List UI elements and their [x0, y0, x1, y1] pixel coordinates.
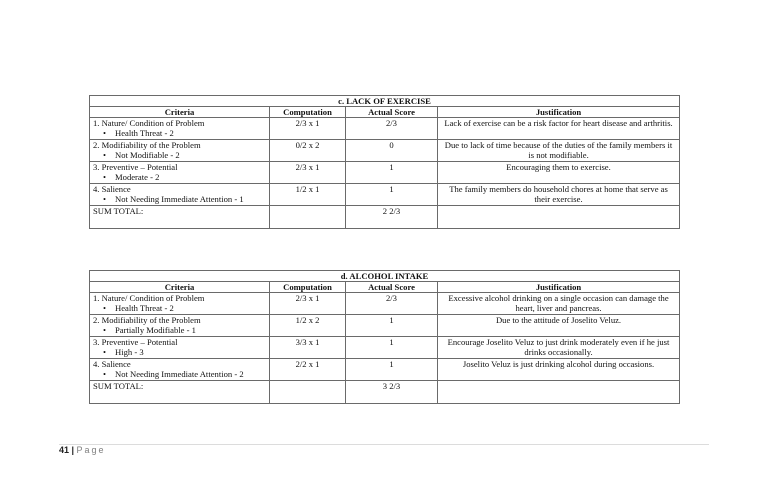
criteria-cell	[90, 337, 270, 359]
criteria-cell	[90, 359, 270, 381]
column-header-computation: Computation	[270, 107, 346, 118]
criterion-sub-item: • Not Needing Immediate Attention - 1	[93, 194, 266, 204]
column-header-justification: Justification	[438, 107, 680, 118]
criterion-label: 4. Salience	[93, 359, 131, 369]
column-header-justification: Justification	[438, 282, 680, 293]
criteria-cell	[90, 293, 270, 315]
criteria-cell	[90, 315, 270, 337]
criterion-label: 3. Preventive – Potential	[93, 162, 178, 172]
column-header-criteria: Criteria	[90, 107, 270, 118]
page-number: 41	[59, 445, 70, 455]
table-row	[90, 315, 680, 337]
footer-divider	[59, 444, 709, 445]
column-header-criteria: Criteria	[90, 282, 270, 293]
computation-cell: 2/3 x 1	[270, 162, 346, 184]
score-cell: 1	[346, 359, 438, 381]
sum-total-value: 2 2/3	[346, 206, 438, 229]
table-row	[90, 118, 680, 140]
table-title: d. ALCOHOL INTAKE	[90, 271, 680, 282]
sum-total-row	[90, 206, 680, 229]
footer-separator: |	[69, 445, 77, 455]
sum-total-label: SUM TOTAL:	[90, 206, 270, 229]
table-row	[90, 162, 680, 184]
justification-cell: Lack of exercise can be a risk factor for heart disease and arthritis.	[438, 118, 680, 140]
computation-cell: 2/3 x 1	[270, 118, 346, 140]
criterion-label: 1. Nature/ Condition of Problem	[93, 118, 205, 128]
criterion-label: 2. Modifiability of the Problem	[93, 315, 201, 325]
computation-cell: 1/2 x 1	[270, 184, 346, 206]
sum-total-value: 3 2/3	[346, 381, 438, 404]
score-cell: 2/3	[346, 118, 438, 140]
page-footer	[59, 445, 106, 455]
justification-cell: Due to lack of time because of the duties of the family members it is not modifiable.	[438, 140, 680, 162]
score-cell: 2/3	[346, 293, 438, 315]
sum-total-label: SUM TOTAL:	[90, 381, 270, 404]
justification-cell: Encourage Joselito Veluz to just drink moderately even if he just drinks occasionally.	[438, 337, 680, 359]
criterion-sub-item: • Not Needing Immediate Attention - 2	[93, 369, 266, 379]
computation-cell: 2/3 x 1	[270, 293, 346, 315]
criteria-cell	[90, 118, 270, 140]
column-header-actual-score: Actual Score	[346, 282, 438, 293]
justification-cell: Due to the attitude of Joselito Veluz.	[438, 315, 680, 337]
criterion-label: 4. Salience	[93, 184, 131, 194]
table-row	[90, 293, 680, 315]
score-cell: 1	[346, 162, 438, 184]
computation-cell: 1/2 x 2	[270, 315, 346, 337]
empty-cell	[270, 206, 346, 229]
computation-cell: 2/2 x 1	[270, 359, 346, 381]
table-row	[90, 337, 680, 359]
score-cell: 1	[346, 315, 438, 337]
criterion-sub-item: • Moderate - 2	[93, 172, 266, 182]
criterion-label: 3. Preventive – Potential	[93, 337, 178, 347]
score-cell: 1	[346, 184, 438, 206]
page-label: Page	[76, 445, 106, 455]
alcohol-intake-table	[89, 270, 680, 404]
criterion-label: 1. Nature/ Condition of Problem	[93, 293, 205, 303]
justification-cell: The family members do household chores at home that serve as their exercise.	[438, 184, 680, 206]
column-header-actual-score: Actual Score	[346, 107, 438, 118]
computation-cell: 0/2 x 2	[270, 140, 346, 162]
empty-cell	[438, 206, 680, 229]
criteria-cell	[90, 184, 270, 206]
score-cell: 1	[346, 337, 438, 359]
criterion-sub-item: • Health Threat - 2	[93, 128, 266, 138]
empty-cell	[270, 381, 346, 404]
criterion-sub-item: • High - 3	[93, 347, 266, 357]
computation-cell: 3/3 x 1	[270, 337, 346, 359]
justification-cell: Excessive alcohol drinking on a single occasion can damage the heart, liver and pancreas.	[438, 293, 680, 315]
criterion-sub-item: • Not Modifiable - 2	[93, 150, 266, 160]
justification-cell: Encouraging them to exercise.	[438, 162, 680, 184]
table-row	[90, 140, 680, 162]
criterion-label: 2. Modifiability of the Problem	[93, 140, 201, 150]
sum-total-row	[90, 381, 680, 404]
table-title: c. LACK OF EXERCISE	[90, 96, 680, 107]
table-row	[90, 359, 680, 381]
score-cell: 0	[346, 140, 438, 162]
lack-of-exercise-table	[89, 95, 680, 229]
empty-cell	[438, 381, 680, 404]
criterion-sub-item: • Health Threat - 2	[93, 303, 266, 313]
criterion-sub-item: • Partially Modifiable - 1	[93, 325, 266, 335]
table-row	[90, 184, 680, 206]
criteria-cell	[90, 140, 270, 162]
column-header-computation: Computation	[270, 282, 346, 293]
justification-cell: Joselito Veluz is just drinking alcohol during occasions.	[438, 359, 680, 381]
criteria-cell	[90, 162, 270, 184]
